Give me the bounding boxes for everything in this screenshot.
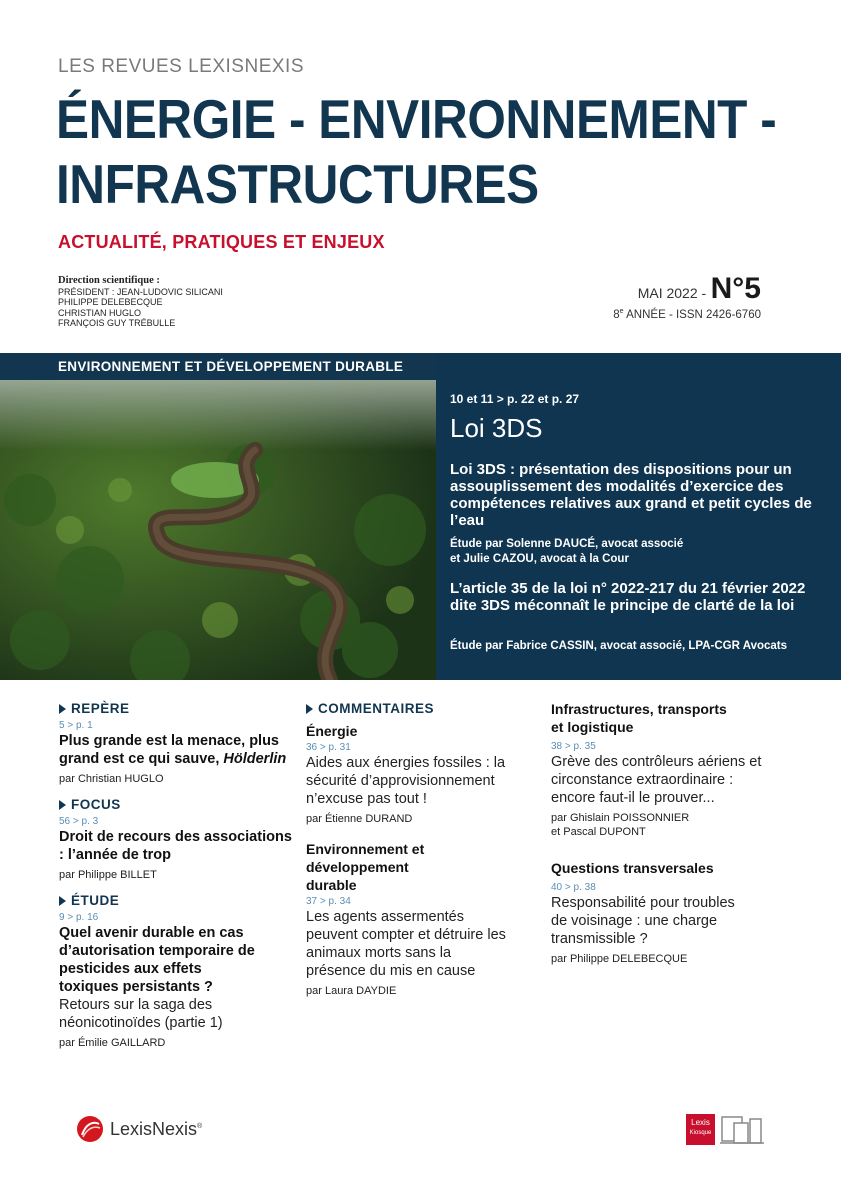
direction-name: PHILIPPE DELEBECQUE	[58, 297, 163, 307]
author-line: et Pascal DUPONT	[551, 826, 646, 838]
feature-page-ref: 10 et 11 > p. 22 et p. 27	[450, 392, 580, 406]
kiosque-line: Kiosque	[689, 1130, 712, 1136]
feature-article-1-byline	[450, 537, 830, 567]
article-title	[59, 732, 299, 768]
year-issn: ANNÉE - ISSN 2426-6760	[623, 308, 761, 321]
title-text: Plus grande est la menace, plus grand est ce qui sauve,	[59, 733, 279, 767]
feature-band-label: ENVIRONNEMENT ET DÉVELOPPEMENT DURABLE	[58, 359, 404, 374]
issue-date: MAI 2022 -	[637, 285, 707, 301]
triangle-icon	[306, 704, 313, 714]
page-ref: 40 > p. 38	[551, 882, 596, 893]
byline-line: Étude par Solenne DAUCÉ, avocat associé	[450, 538, 684, 550]
feature-article-2-byline: Étude par Fabrice CASSIN, avocat associé, LPA-CGR Avocats	[450, 640, 788, 652]
article-title: Quel avenir durable en cas d’autorisation temporaire de pesticides aux effets toxiques persistants ?	[59, 925, 255, 995]
direction-name: CHRISTIAN HUGLO	[58, 307, 142, 318]
article-subtitle: Retours sur la saga des néonicotinoïdes (partie 1)	[59, 997, 223, 1031]
column-1	[59, 700, 299, 1050]
column-3	[551, 700, 796, 966]
page-ref: 37 > p. 34	[306, 896, 351, 907]
category-label: ÉTUDE	[71, 893, 120, 908]
triangle-icon	[59, 704, 66, 714]
article-author: par Émilie GAILLARD	[59, 1037, 166, 1049]
year-ordinal-suffix: e	[619, 308, 624, 315]
kiosque-label	[686, 1118, 715, 1138]
section-title: Questions transversales	[551, 860, 714, 876]
title-italic: Hölderlin	[223, 751, 287, 767]
category-focus	[59, 796, 299, 814]
article-title: Grève des contrôleurs aériens et circonstance extraordinaire : encore faut-il le prouver...	[551, 754, 762, 806]
page-ref: 56 > p. 3	[59, 816, 99, 827]
lexisnexis-logo	[76, 1115, 202, 1143]
section-title: Énergie	[306, 723, 358, 739]
journal-subtitle: ACTUALITÉ, PRATIQUES ET ENJEUX	[58, 232, 385, 252]
feature-article-2-title: L’article 35 de la loi n° 2022-217 du 21 février 2022 dite 3DS méconnaît le principe de clarté de la loi	[450, 580, 806, 614]
column-2	[306, 700, 546, 998]
category-etude	[59, 892, 299, 910]
triangle-icon	[59, 896, 66, 906]
category-repere	[59, 700, 299, 718]
scientific-direction	[58, 276, 223, 329]
issue-number: N°5	[710, 272, 761, 305]
category-label: REPÈRE	[71, 701, 130, 716]
category-label: COMMENTAIRES	[318, 701, 434, 716]
page-ref: 36 > p. 31	[306, 742, 351, 753]
article-author: par Étienne DURAND	[306, 813, 413, 825]
article-author	[551, 811, 796, 839]
feature-panel	[436, 353, 841, 680]
article-author: par Laura DAYDIE	[306, 985, 397, 997]
article-title: Droit de recours des associations : l’année de trop	[59, 829, 292, 863]
series-label: LES REVUES LEXISNEXIS	[58, 56, 304, 77]
lexisnexis-swirl-icon	[76, 1115, 104, 1143]
triangle-icon	[59, 800, 66, 810]
river-forest-photo	[0, 380, 436, 680]
article-title: Responsabilité pour troubles de voisinage : une charge transmissible ?	[551, 895, 735, 947]
logo-registered: ®	[197, 1122, 203, 1130]
feature-title: Loi 3DS	[450, 413, 543, 443]
author-line: par Ghislain POISSONNIER	[551, 812, 690, 824]
page-ref: 9 > p. 16	[59, 912, 99, 923]
article-author: par Christian HUGLO	[59, 773, 164, 785]
page-ref: 5 > p. 1	[59, 720, 93, 731]
article-title: Les agents assermentés peuvent compter et détruire les animaux morts sans la présence du mis en cause	[306, 909, 506, 979]
section-title: Infrastructures, transports et logistique	[551, 701, 727, 735]
article-author: par Philippe BILLET	[59, 869, 157, 881]
feature-band-bar	[0, 353, 436, 380]
lexis-kiosque-badge	[686, 1113, 766, 1152]
logo-text	[110, 1119, 202, 1140]
logo-wordmark: LexisNexis	[110, 1118, 198, 1139]
article-author: par Philippe DELEBECQUE	[551, 953, 688, 965]
kiosque-line: Lexis	[691, 1118, 710, 1127]
issue-info	[613, 272, 761, 321]
category-commentaires	[306, 700, 546, 718]
journal-title-line-1: ÉNERGIE - ENVIRONNEMENT -	[56, 88, 777, 150]
direction-label: Direction scientifique :	[58, 275, 160, 286]
byline-line: et Julie CAZOU, avocat à la Cour	[450, 553, 629, 565]
direction-name: FRANÇOIS GUY TRÉBULLE	[58, 318, 176, 328]
category-label: FOCUS	[71, 797, 121, 812]
issue-year-issn	[613, 308, 761, 321]
journal-title-line-2: INFRASTRUCTURES	[56, 153, 539, 215]
river-forest-illustration	[0, 380, 436, 680]
section-title: Environnement et développement durable	[306, 841, 425, 893]
feature-article-1-title: Loi 3DS : présentation des dispositions pour un assouplissement des modalités d’exercice des compétences relatives aux grand et petit cycles de l’eau	[450, 461, 812, 529]
page-ref: 38 > p. 35	[551, 741, 596, 752]
year-ordinal: 8	[613, 308, 620, 321]
direction-name: PRÉSIDENT : JEAN-LUDOVIC SILICANI	[58, 286, 223, 297]
article-title: Aides aux énergies fossiles : la sécurité d’approvisionnement n’excuse pas tout !	[306, 755, 506, 807]
